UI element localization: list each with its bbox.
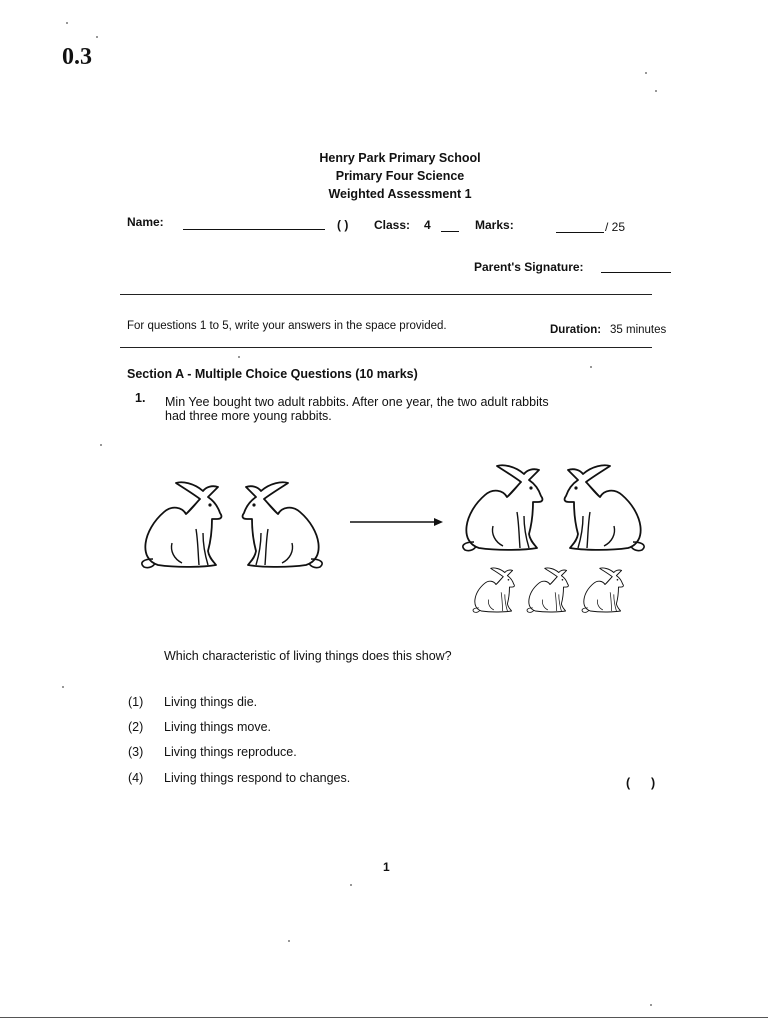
subject-title: Primary Four Science [335,169,465,183]
marks-label: Marks: [475,218,514,232]
option-text: Living things reproduce. [164,745,297,759]
adult-rabbit-after-left [463,465,543,550]
right-arrow-icon [350,518,443,526]
option-1[interactable] [128,695,257,709]
option-text: Living things move. [164,720,272,734]
adult-rabbit-left [142,482,222,567]
option-2[interactable] [128,720,271,734]
index-number-brackets: ( ) [337,218,349,232]
question-text-line1: Min Yee bought two adult rabbits. After one year, the two adult rabbits [165,395,549,409]
young-rabbit-2 [527,568,568,612]
page-number: 1 [383,860,390,874]
class-label: Class: [374,218,411,232]
option-number: (4) [128,771,144,785]
adult-rabbit-after-right [565,465,645,550]
assessment-title: Weighted Assessment 1 [328,187,472,201]
name-label: Name: [127,215,164,229]
class-value: 4 [424,218,431,232]
section-title: Section A - Multiple Choice Questions (10 marks) [127,367,418,381]
option-number: (1) [128,695,144,709]
question-text-line2: had three more young rabbits. [165,409,332,423]
option-number: (3) [128,745,144,759]
answer-brackets[interactable]: ( ) [626,776,656,790]
option-4[interactable] [128,771,350,785]
school-name: Henry Park Primary School [319,151,481,165]
young-rabbit-3 [582,568,623,612]
duration-value: 35 minutes [610,324,667,336]
adult-rabbit-right [243,482,323,567]
instructions-text: For questions 1 to 5, write your answers in the space provided. [127,320,447,332]
young-rabbit-1 [473,568,514,612]
option-3[interactable] [128,745,297,759]
duration-label: Duration: [550,324,602,336]
question-prompt: Which characteristic of living things does this show? [164,649,452,663]
signature-label: Parent's Signature: [474,260,584,274]
scan-edge-line [0,1017,768,1018]
option-number: (2) [128,720,144,734]
option-text: Living things respond to changes. [164,771,351,785]
option-text: Living things die. [164,695,258,709]
marks-total: / 25 [605,220,626,234]
corner-label: 0.3 [62,44,92,70]
question-number: 1. [135,391,146,405]
